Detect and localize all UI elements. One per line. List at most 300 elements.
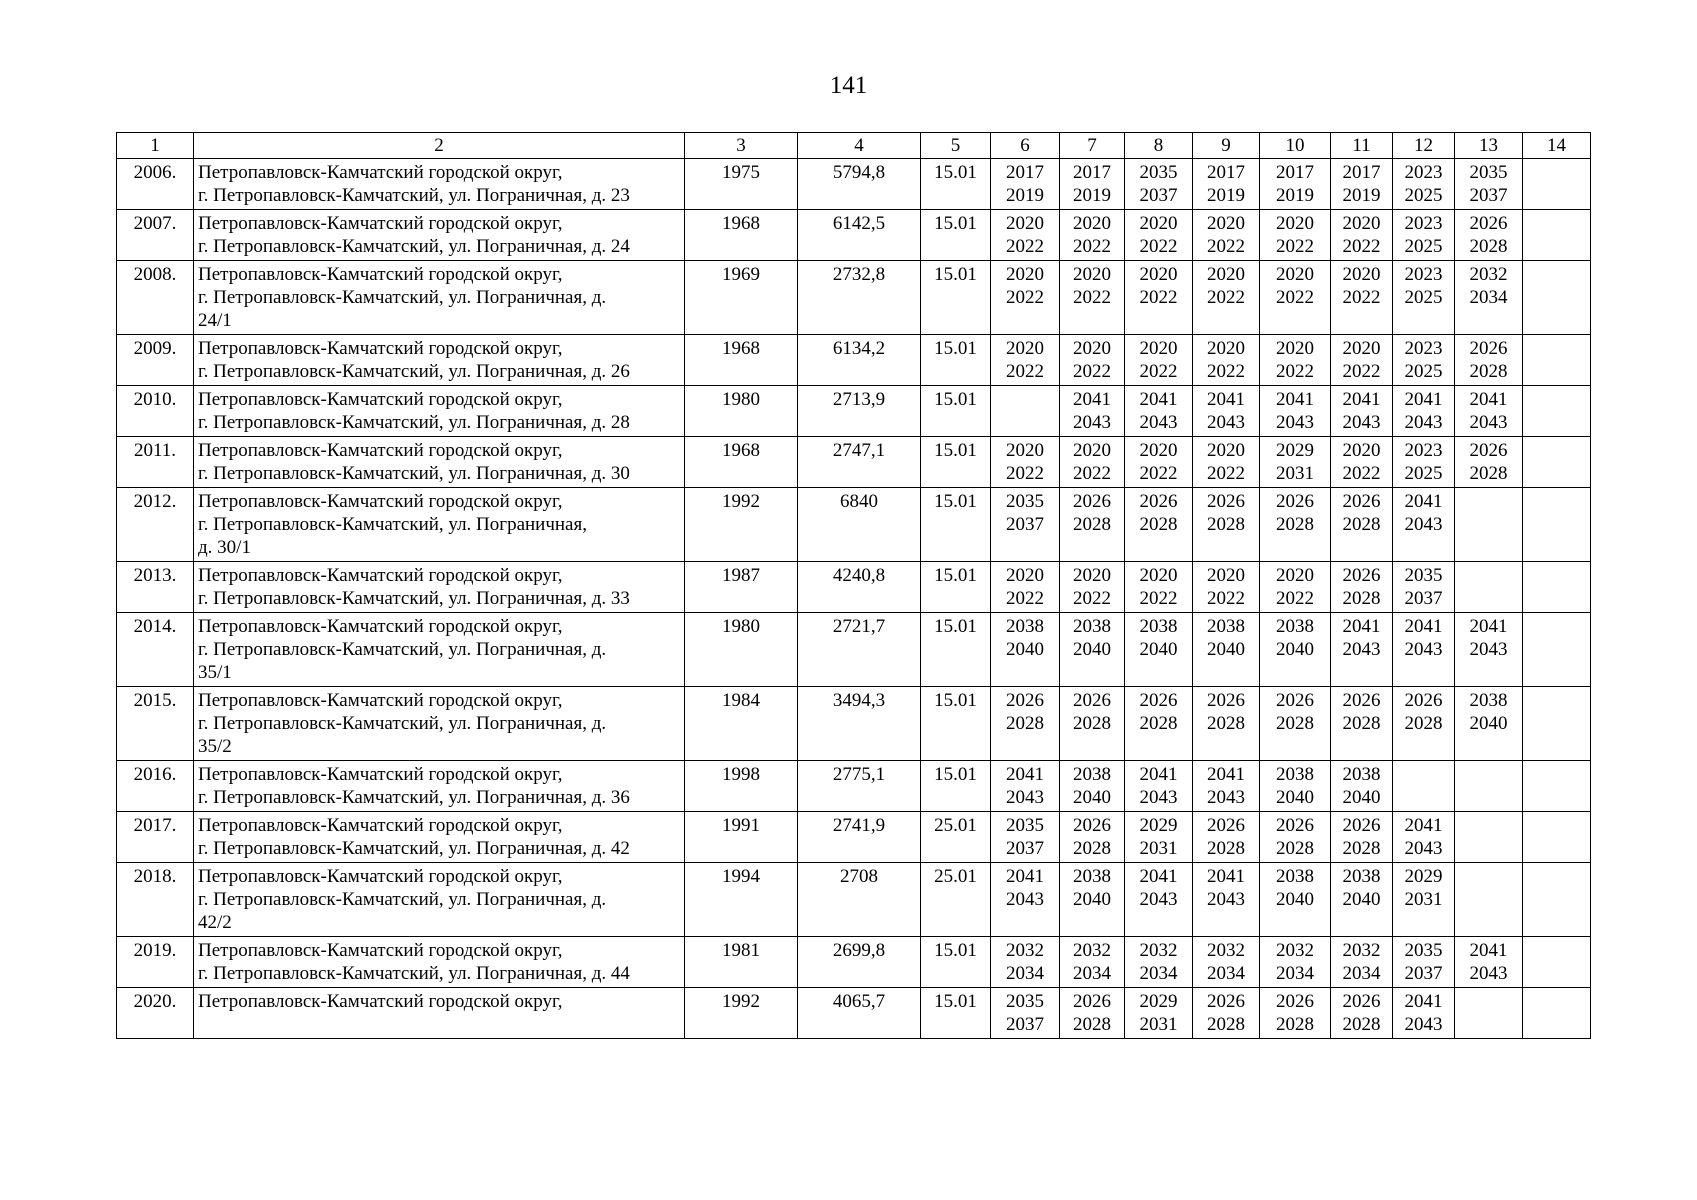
period-year: 2035	[1469, 162, 1508, 183]
address-line: г. Петропавловск-Камчатский, ул. Пограничная, д. 26	[198, 361, 630, 382]
period-year: 2022	[1139, 361, 1178, 382]
period-cell	[1331, 863, 1393, 937]
row-number-cell: 2008.	[117, 261, 194, 335]
period-cell	[991, 613, 1060, 687]
year-built-cell: 1968	[685, 437, 798, 488]
period-cell	[1125, 488, 1193, 562]
period-year: 2026	[1276, 690, 1314, 711]
period-cell	[1193, 261, 1260, 335]
period-cell	[991, 761, 1060, 812]
period-year: 2043	[1404, 514, 1443, 535]
period-year: 2028	[1073, 514, 1111, 535]
period-year: 2022	[1006, 361, 1044, 382]
period-year: 2020	[1006, 338, 1044, 359]
address-line: г. Петропавловск-Камчатский, ул. Пограничная, д. 36	[198, 787, 630, 808]
column-header: 13	[1455, 133, 1523, 159]
year-built-cell: 1991	[685, 812, 798, 863]
period-year: 2041	[1404, 491, 1443, 512]
area-cell: 6134,2	[798, 335, 921, 386]
column-header: 11	[1331, 133, 1393, 159]
period-year: 2022	[1207, 588, 1245, 609]
period-cell	[1060, 937, 1125, 988]
period-cell	[1331, 386, 1393, 437]
address-cell	[194, 937, 685, 988]
period-year: 2028	[1073, 1014, 1111, 1035]
period-year: 2026	[1276, 991, 1314, 1012]
table-row	[117, 488, 1591, 562]
period-cell	[1331, 261, 1393, 335]
code-cell: 15.01	[921, 210, 991, 261]
period-year: 2022	[1006, 588, 1044, 609]
period-cell	[1060, 261, 1125, 335]
period-cell	[1523, 863, 1591, 937]
period-year: 2028	[1276, 713, 1314, 734]
area-cell: 2708	[798, 863, 921, 937]
period-year: 2043	[1207, 412, 1245, 433]
period-year: 2026	[1469, 440, 1508, 461]
code-cell: 15.01	[921, 386, 991, 437]
period-cell	[1060, 988, 1125, 1039]
code-cell: 15.01	[921, 761, 991, 812]
code-cell: 15.01	[921, 261, 991, 335]
period-year: 2028	[1139, 713, 1178, 734]
period-year: 2022	[1342, 236, 1381, 257]
area-cell: 2775,1	[798, 761, 921, 812]
year-built-cell: 1968	[685, 335, 798, 386]
address-cell	[194, 386, 685, 437]
table-row	[117, 613, 1591, 687]
period-cell	[1125, 687, 1193, 761]
period-year: 2038	[1073, 616, 1111, 637]
period-cell	[1455, 761, 1523, 812]
period-year: 2040	[1469, 713, 1508, 734]
period-year: 2029	[1404, 866, 1443, 887]
address-line: Петропавловск-Камчатский городской округ,	[198, 213, 563, 234]
column-header: 10	[1260, 133, 1331, 159]
period-cell	[1260, 437, 1331, 488]
row-number-cell: 2009.	[117, 335, 194, 386]
period-year: 2020	[1276, 565, 1314, 586]
period-year: 2041	[1404, 991, 1443, 1012]
address-line: г. Петропавловск-Камчатский, ул. Пограничная, д. 44	[198, 963, 630, 984]
period-year: 2041	[1469, 940, 1508, 961]
period-year: 2038	[1276, 764, 1314, 785]
table-row	[117, 261, 1591, 335]
period-cell	[1060, 386, 1125, 437]
column-header: 1	[117, 133, 194, 159]
period-year: 2035	[1139, 162, 1178, 183]
period-year: 2017	[1006, 162, 1044, 183]
period-cell	[1455, 488, 1523, 562]
period-cell	[1331, 687, 1393, 761]
period-cell	[1455, 159, 1523, 210]
period-cell	[1193, 937, 1260, 988]
period-cell	[1125, 613, 1193, 687]
period-year: 2020	[1276, 213, 1314, 234]
period-cell	[1393, 863, 1455, 937]
period-cell	[1455, 210, 1523, 261]
year-built-cell: 1994	[685, 863, 798, 937]
period-year: 2041	[1006, 866, 1044, 887]
address-line: 35/1	[198, 662, 232, 683]
period-cell	[1393, 613, 1455, 687]
period-year: 2028	[1207, 838, 1245, 859]
period-cell	[1523, 261, 1591, 335]
period-cell	[991, 210, 1060, 261]
housing-register-table	[116, 132, 1591, 1039]
period-cell	[1260, 386, 1331, 437]
period-cell	[1455, 863, 1523, 937]
period-year: 2041	[1139, 866, 1178, 887]
period-year: 2043	[1469, 963, 1508, 984]
address-cell	[194, 687, 685, 761]
table-row	[117, 386, 1591, 437]
year-built-cell: 1980	[685, 386, 798, 437]
period-year: 2028	[1276, 514, 1314, 535]
period-year: 2031	[1404, 889, 1443, 910]
period-year: 2025	[1404, 236, 1443, 257]
period-year: 2037	[1006, 1014, 1044, 1035]
period-year: 2041	[1404, 389, 1443, 410]
period-year: 2041	[1207, 389, 1245, 410]
period-cell	[991, 988, 1060, 1039]
period-cell	[1455, 988, 1523, 1039]
period-cell	[1393, 761, 1455, 812]
period-cell	[1060, 437, 1125, 488]
area-cell: 2741,9	[798, 812, 921, 863]
period-year: 2043	[1207, 889, 1245, 910]
period-cell	[1260, 335, 1331, 386]
period-year: 2020	[1139, 440, 1178, 461]
year-built-cell: 1984	[685, 687, 798, 761]
address-line: г. Петропавловск-Камчатский, ул. Пограничная, д.	[198, 287, 607, 308]
period-cell	[1125, 562, 1193, 613]
period-cell	[1523, 613, 1591, 687]
period-year: 2028	[1276, 838, 1314, 859]
code-cell: 25.01	[921, 863, 991, 937]
address-cell	[194, 812, 685, 863]
period-year: 2043	[1469, 412, 1508, 433]
table-row	[117, 937, 1591, 988]
row-number-cell: 2012.	[117, 488, 194, 562]
period-year: 2020	[1342, 440, 1381, 461]
period-year: 2038	[1073, 764, 1111, 785]
address-line: Петропавловск-Камчатский городской округ,	[198, 264, 563, 285]
period-year: 2028	[1342, 514, 1381, 535]
period-cell	[1060, 863, 1125, 937]
period-cell	[1331, 488, 1393, 562]
period-cell	[1393, 562, 1455, 613]
address-line: Петропавловск-Камчатский городской округ,	[198, 940, 563, 961]
row-number-cell: 2006.	[117, 159, 194, 210]
period-year: 2041	[1073, 389, 1111, 410]
period-year: 2041	[1006, 764, 1044, 785]
period-year: 2020	[1006, 213, 1044, 234]
period-year: 2043	[1342, 639, 1381, 660]
row-number-cell: 2014.	[117, 613, 194, 687]
period-year: 2041	[1207, 764, 1245, 785]
period-year: 2028	[1207, 1014, 1245, 1035]
address-line: г. Петропавловск-Камчатский, ул. Пограничная, д.	[198, 713, 607, 734]
period-year: 2032	[1469, 264, 1508, 285]
period-year: 2028	[1342, 838, 1381, 859]
code-cell: 25.01	[921, 812, 991, 863]
period-year: 2038	[1139, 616, 1178, 637]
period-year: 2040	[1342, 787, 1381, 808]
period-year: 2026	[1207, 491, 1245, 512]
period-year: 2043	[1276, 412, 1314, 433]
column-header: 3	[685, 133, 798, 159]
area-cell: 4065,7	[798, 988, 921, 1039]
period-cell	[1193, 562, 1260, 613]
address-line: 42/2	[198, 912, 232, 933]
period-cell	[1060, 761, 1125, 812]
year-built-cell: 1998	[685, 761, 798, 812]
period-year: 2032	[1006, 940, 1044, 961]
code-cell: 15.01	[921, 937, 991, 988]
period-year: 2022	[1276, 236, 1314, 257]
period-year: 2041	[1207, 866, 1245, 887]
table-row	[117, 159, 1591, 210]
period-cell	[1193, 159, 1260, 210]
period-year: 2022	[1139, 463, 1178, 484]
period-year: 2038	[1469, 690, 1508, 711]
year-built-cell: 1992	[685, 488, 798, 562]
period-year: 2040	[1006, 639, 1044, 660]
row-number-cell: 2010.	[117, 386, 194, 437]
table-row	[117, 988, 1591, 1039]
period-year: 2026	[1073, 815, 1111, 836]
address-cell	[194, 488, 685, 562]
column-header: 12	[1393, 133, 1455, 159]
period-year: 2035	[1404, 940, 1443, 961]
address-cell	[194, 261, 685, 335]
period-year: 2022	[1073, 463, 1111, 484]
period-cell	[991, 562, 1060, 613]
period-cell	[1193, 687, 1260, 761]
period-year: 2025	[1404, 361, 1443, 382]
period-year: 2026	[1342, 491, 1381, 512]
period-cell	[1455, 812, 1523, 863]
address-line: Петропавловск-Камчатский городской округ,	[198, 866, 563, 887]
period-cell	[1523, 687, 1591, 761]
address-line: Петропавловск-Камчатский городской округ,	[198, 338, 563, 359]
period-year: 2043	[1342, 412, 1381, 433]
period-year: 2019	[1006, 185, 1044, 206]
period-year: 2029	[1276, 440, 1314, 461]
period-year: 2026	[1342, 690, 1381, 711]
year-built-cell: 1968	[685, 210, 798, 261]
period-year: 2038	[1342, 764, 1381, 785]
period-year: 2022	[1207, 463, 1245, 484]
period-year: 2034	[1139, 963, 1178, 984]
area-cell: 6142,5	[798, 210, 921, 261]
address-line: Петропавловск-Камчатский городской округ,	[198, 565, 563, 586]
address-line: Петропавловск-Камчатский городской округ,	[198, 162, 563, 183]
period-cell	[1125, 386, 1193, 437]
period-year: 2017	[1342, 162, 1381, 183]
period-year: 2032	[1073, 940, 1111, 961]
period-cell	[1331, 761, 1393, 812]
address-cell	[194, 863, 685, 937]
period-cell	[991, 335, 1060, 386]
period-year: 2028	[1404, 713, 1443, 734]
period-year: 2037	[1404, 588, 1443, 609]
table-row	[117, 687, 1591, 761]
period-year: 2026	[1073, 690, 1111, 711]
period-cell	[1393, 437, 1455, 488]
period-year: 2029	[1139, 815, 1178, 836]
period-year: 2022	[1006, 463, 1044, 484]
period-year: 2031	[1139, 838, 1178, 859]
period-year: 2023	[1404, 440, 1443, 461]
period-year: 2026	[1139, 491, 1178, 512]
period-year: 2022	[1073, 361, 1111, 382]
period-year: 2034	[1073, 963, 1111, 984]
period-year: 2034	[1469, 287, 1508, 308]
period-year: 2023	[1404, 162, 1443, 183]
area-cell: 5794,8	[798, 159, 921, 210]
period-cell	[1331, 562, 1393, 613]
period-year: 2020	[1139, 213, 1178, 234]
period-year: 2020	[1139, 338, 1178, 359]
period-year: 2020	[1073, 264, 1111, 285]
year-built-cell: 1992	[685, 988, 798, 1039]
period-year: 2028	[1342, 713, 1381, 734]
table-row	[117, 812, 1591, 863]
period-year: 2026	[1207, 991, 1245, 1012]
area-cell: 3494,3	[798, 687, 921, 761]
period-year: 2041	[1404, 815, 1443, 836]
period-year: 2029	[1139, 991, 1178, 1012]
area-cell: 2732,8	[798, 261, 921, 335]
address-line: г. Петропавловск-Камчатский, ул. Пограничная, д. 28	[198, 412, 630, 433]
period-cell	[1393, 335, 1455, 386]
period-year: 2020	[1207, 213, 1245, 234]
period-year: 2026	[1276, 491, 1314, 512]
address-line: Петропавловск-Камчатский городской округ,	[198, 440, 563, 461]
column-header: 7	[1060, 133, 1125, 159]
period-cell	[1060, 687, 1125, 761]
period-year: 2037	[1404, 963, 1443, 984]
period-cell	[991, 159, 1060, 210]
table-row	[117, 761, 1591, 812]
code-cell: 15.01	[921, 159, 991, 210]
period-cell	[1260, 863, 1331, 937]
area-cell: 2747,1	[798, 437, 921, 488]
period-cell	[991, 437, 1060, 488]
period-year: 2025	[1404, 287, 1443, 308]
period-year: 2022	[1073, 287, 1111, 308]
period-cell	[1393, 687, 1455, 761]
period-cell	[1523, 761, 1591, 812]
period-year: 2028	[1207, 713, 1245, 734]
code-cell: 15.01	[921, 687, 991, 761]
row-number-cell: 2013.	[117, 562, 194, 613]
period-cell	[1455, 562, 1523, 613]
period-year: 2043	[1139, 787, 1178, 808]
period-year: 2028	[1006, 713, 1044, 734]
period-year: 2026	[1342, 991, 1381, 1012]
period-year: 2020	[1073, 213, 1111, 234]
year-built-cell: 1969	[685, 261, 798, 335]
period-cell	[1125, 761, 1193, 812]
period-cell	[1060, 812, 1125, 863]
period-year: 2037	[1006, 514, 1044, 535]
period-cell	[1193, 613, 1260, 687]
period-cell	[1193, 988, 1260, 1039]
period-cell	[1060, 613, 1125, 687]
period-year: 2034	[1207, 963, 1245, 984]
period-year: 2032	[1139, 940, 1178, 961]
period-year: 2040	[1276, 889, 1314, 910]
period-year: 2043	[1006, 787, 1044, 808]
period-year: 2025	[1404, 185, 1443, 206]
period-cell	[1060, 335, 1125, 386]
column-header: 2	[194, 133, 685, 159]
period-cell	[1393, 988, 1455, 1039]
address-cell	[194, 761, 685, 812]
period-cell	[1260, 988, 1331, 1039]
period-year: 2035	[1006, 815, 1044, 836]
year-built-cell: 1975	[685, 159, 798, 210]
row-number-cell: 2020.	[117, 988, 194, 1039]
row-number-cell: 2019.	[117, 937, 194, 988]
column-header: 14	[1523, 133, 1591, 159]
period-year: 2022	[1207, 236, 1245, 257]
period-year: 2026	[1404, 690, 1443, 711]
period-cell	[1455, 937, 1523, 988]
row-number-cell: 2016.	[117, 761, 194, 812]
period-year: 2043	[1404, 1014, 1443, 1035]
period-cell	[1455, 613, 1523, 687]
period-year: 2022	[1006, 287, 1044, 308]
period-year: 2022	[1073, 588, 1111, 609]
address-line: Петропавловск-Камчатский городской округ,	[198, 616, 563, 637]
period-year: 2019	[1276, 185, 1314, 206]
table-row	[117, 562, 1591, 613]
period-year: 2022	[1276, 588, 1314, 609]
period-cell	[1125, 261, 1193, 335]
period-cell	[1193, 386, 1260, 437]
period-year: 2041	[1469, 616, 1508, 637]
period-cell	[1260, 937, 1331, 988]
address-line: г. Петропавловск-Камчатский, ул. Пограничная, д. 33	[198, 588, 630, 609]
period-year: 2041	[1342, 389, 1381, 410]
period-year: 2043	[1139, 412, 1178, 433]
period-cell	[1331, 937, 1393, 988]
period-year: 2026	[1073, 491, 1111, 512]
period-year: 2040	[1276, 639, 1314, 660]
period-cell	[1060, 488, 1125, 562]
area-cell: 2699,8	[798, 937, 921, 988]
period-year: 2037	[1006, 838, 1044, 859]
period-year: 2038	[1207, 616, 1245, 637]
period-year: 2043	[1404, 639, 1443, 660]
period-year: 2020	[1342, 338, 1381, 359]
period-cell	[1260, 488, 1331, 562]
period-cell	[1393, 386, 1455, 437]
period-cell	[1260, 159, 1331, 210]
period-year: 2022	[1139, 236, 1178, 257]
period-year: 2028	[1276, 1014, 1314, 1035]
code-cell: 15.01	[921, 437, 991, 488]
address-line: Петропавловск-Камчатский городской округ,	[198, 991, 563, 1012]
period-cell	[1260, 562, 1331, 613]
address-line: г. Петропавловск-Камчатский, ул. Пограничная, д.	[198, 639, 607, 660]
address-line: г. Петропавловск-Камчатский, ул. Пограничная, д. 24	[198, 236, 630, 257]
period-cell	[1393, 159, 1455, 210]
